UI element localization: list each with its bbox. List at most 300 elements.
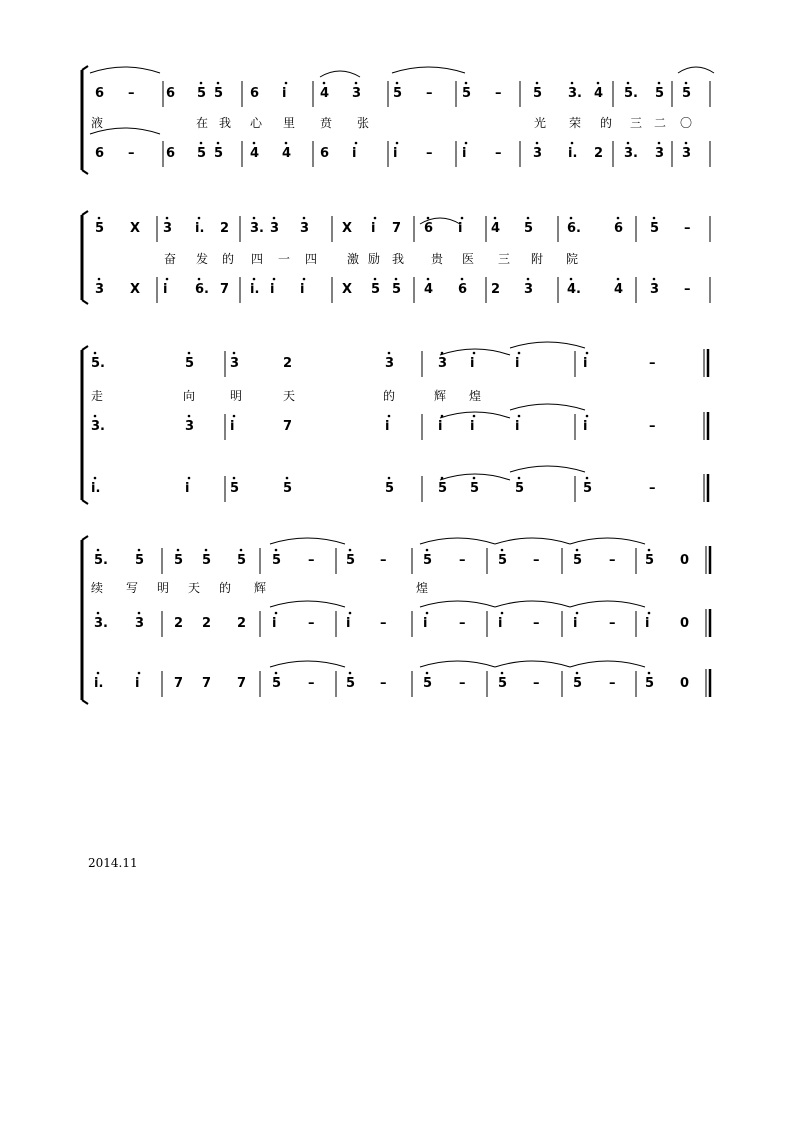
note: 2 [237, 616, 247, 631]
slur [270, 661, 345, 667]
octave-dot [653, 278, 656, 281]
lyric-char: 向 [183, 389, 196, 403]
note: – [380, 676, 387, 691]
octave-dot [138, 612, 141, 615]
note: 3 [650, 282, 660, 297]
octave-dot [617, 217, 620, 220]
lyric-char: 我 [392, 252, 405, 266]
note: i [583, 419, 588, 434]
note: – [684, 282, 691, 297]
note: 3. [568, 86, 582, 101]
note: 6 [458, 282, 468, 297]
note: 2 [202, 616, 212, 631]
lyric-char: 的 [383, 389, 396, 403]
note: – [649, 356, 656, 371]
note: 7 [283, 419, 293, 434]
lyric-char: 奋 [164, 252, 177, 266]
note: 5 [346, 553, 356, 568]
note: i [385, 419, 390, 434]
note: – [609, 616, 616, 631]
note: – [649, 419, 656, 434]
note: i [371, 221, 376, 236]
octave-dot [426, 672, 429, 675]
slur [440, 412, 510, 418]
note: X [130, 282, 141, 297]
octave-dot [188, 352, 191, 355]
octave-dot [570, 217, 573, 220]
slur [420, 538, 495, 544]
octave-dot [648, 612, 651, 615]
note: X [342, 282, 353, 297]
note: 3 [185, 419, 195, 434]
octave-dot [658, 142, 661, 145]
note: i [470, 356, 475, 371]
note: i [470, 419, 475, 434]
lyric-char: 明 [157, 581, 170, 595]
octave-dot [273, 217, 276, 220]
lyric-char: 四 [251, 252, 264, 266]
note: – [459, 676, 466, 691]
octave-dot [97, 612, 100, 615]
slur [510, 404, 585, 410]
slur [90, 67, 160, 73]
note: 5 [438, 481, 448, 496]
note: 5 [515, 481, 525, 496]
note: – [308, 676, 315, 691]
octave-dot [349, 612, 352, 615]
notes-and-lyrics [91, 82, 692, 691]
note: 4 [491, 221, 501, 236]
note: i [462, 146, 467, 161]
slur [440, 349, 510, 355]
note: 5 [95, 221, 105, 236]
octave-dot [441, 415, 444, 418]
note: 6 [95, 146, 105, 161]
note: 5 [283, 481, 293, 496]
bracket-hook [82, 66, 88, 70]
bracket-hook [82, 700, 88, 704]
note: 3 [95, 282, 105, 297]
octave-dot [396, 142, 399, 145]
lyric-char: 心 [250, 116, 263, 130]
note: 3 [163, 221, 173, 236]
octave-dot [94, 415, 97, 418]
lyric-char: 〇 [680, 116, 693, 130]
note: 3. [624, 146, 638, 161]
octave-dot [576, 612, 579, 615]
note: 3. [250, 221, 264, 236]
octave-dot [461, 278, 464, 281]
bracket-hook [82, 170, 88, 174]
note: 2 [220, 221, 230, 236]
note: i [423, 616, 428, 631]
note: 4 [250, 146, 260, 161]
note: 6. [195, 282, 209, 297]
note: 5 [524, 221, 534, 236]
lyric-char: 天 [283, 389, 296, 403]
octave-dot [303, 217, 306, 220]
octave-dot [527, 217, 530, 220]
note: 5. [91, 356, 105, 371]
octave-dot [253, 142, 256, 145]
octave-dot [441, 477, 444, 480]
lyric-char: 发 [196, 252, 209, 266]
note: 0 [680, 616, 690, 631]
note: X [342, 221, 353, 236]
bracket-hook [82, 500, 88, 504]
note: i [185, 481, 190, 496]
date-footer: 2014.11 [88, 856, 138, 870]
slur [420, 601, 495, 607]
note: 5 [385, 481, 395, 496]
note: 2 [174, 616, 184, 631]
lyric-char: 激 [347, 252, 360, 266]
slur [270, 538, 345, 544]
note: 4 [320, 86, 330, 101]
octave-dot [200, 142, 203, 145]
note: i [393, 146, 398, 161]
octave-dot [349, 672, 352, 675]
note: 3 [533, 146, 543, 161]
note: – [495, 86, 502, 101]
note: 2 [491, 282, 501, 297]
note: 4 [424, 282, 434, 297]
note: 5 [272, 553, 282, 568]
note: – [426, 146, 433, 161]
note: i [272, 616, 277, 631]
slur [440, 474, 510, 480]
lyric-char: 三 [630, 116, 643, 130]
octave-dot [627, 142, 630, 145]
bracket-hook [82, 211, 88, 215]
lyric-char: 煌 [416, 581, 429, 595]
octave-dot [275, 549, 278, 552]
note: 5 [645, 676, 655, 691]
slur [510, 466, 585, 472]
slur [392, 67, 465, 73]
note: 4 [282, 146, 292, 161]
note: 3 [300, 221, 310, 236]
octave-dot [473, 415, 476, 418]
octave-dot [658, 82, 661, 85]
lyric-char: 的 [222, 252, 235, 266]
note: – [609, 676, 616, 691]
octave-dot [536, 82, 539, 85]
note: 5 [214, 86, 224, 101]
lyric-char: 辉 [434, 389, 447, 403]
note: – [684, 221, 691, 236]
octave-dot [427, 217, 430, 220]
lyric-char: 续 [91, 581, 104, 595]
note: 5 [655, 86, 665, 101]
note: – [459, 616, 466, 631]
note: 5 [462, 86, 472, 101]
note: 7 [202, 676, 212, 691]
octave-dot [388, 415, 391, 418]
octave-dot [465, 82, 468, 85]
note: 3 [438, 356, 448, 371]
lyric-char: 明 [230, 389, 243, 403]
note: – [308, 553, 315, 568]
octave-dot [388, 477, 391, 480]
octave-dot [571, 142, 574, 145]
note: 3 [385, 356, 395, 371]
note: i. [195, 221, 205, 236]
octave-dot [98, 278, 101, 281]
note: i [352, 146, 357, 161]
slur [270, 601, 345, 607]
octave-dot [586, 415, 589, 418]
octave-dot [527, 278, 530, 281]
octave-dot [198, 278, 201, 281]
octave-dot [355, 82, 358, 85]
note: 5 [135, 553, 145, 568]
note: – [128, 86, 135, 101]
note: 5 [346, 676, 356, 691]
octave-dot [253, 278, 256, 281]
note: 5 [185, 356, 195, 371]
note: i. [94, 676, 104, 691]
octave-dot [233, 415, 236, 418]
octave-dot [233, 352, 236, 355]
note: 6 [166, 86, 176, 101]
octave-dot [388, 352, 391, 355]
note: 5 [498, 553, 508, 568]
note: 3 [352, 86, 362, 101]
lyric-char: 贵 [431, 252, 444, 266]
octave-dot [571, 82, 574, 85]
note: 5 [174, 553, 184, 568]
octave-dot [98, 217, 101, 220]
note: 5 [214, 146, 224, 161]
octave-dot [188, 415, 191, 418]
slur [570, 538, 645, 544]
note: – [308, 616, 315, 631]
octave-dot [138, 672, 141, 675]
slur [570, 661, 645, 667]
octave-dot [253, 217, 256, 220]
octave-dot [303, 278, 306, 281]
note: 5 [393, 86, 403, 101]
note: – [495, 146, 502, 161]
lyric-char: 二 [654, 116, 667, 130]
note: i [346, 616, 351, 631]
octave-dot [349, 549, 352, 552]
note: 5. [624, 86, 638, 101]
note: X [130, 221, 141, 236]
octave-dot [94, 477, 97, 480]
lyric-char: 四 [305, 252, 318, 266]
octave-dot [518, 477, 521, 480]
octave-dot [426, 612, 429, 615]
octave-dot [501, 672, 504, 675]
octave-dot [285, 142, 288, 145]
octave-dot [576, 549, 579, 552]
slur [678, 67, 714, 73]
note: 0 [680, 553, 690, 568]
note: – [533, 676, 540, 691]
note: i [573, 616, 578, 631]
slur [495, 538, 570, 544]
note: 5 [423, 553, 433, 568]
octave-dot [494, 217, 497, 220]
octave-dot [374, 278, 377, 281]
octave-dot [685, 82, 688, 85]
note: i [498, 616, 503, 631]
octave-dot [586, 477, 589, 480]
note: 6 [166, 146, 176, 161]
octave-dot [648, 672, 651, 675]
bracket-hook [82, 300, 88, 304]
bracket-hook [82, 536, 88, 540]
octave-dot [465, 142, 468, 145]
note: 5 [423, 676, 433, 691]
note: – [459, 553, 466, 568]
note: 5 [371, 282, 381, 297]
note: 5. [94, 553, 108, 568]
note: i [458, 221, 463, 236]
octave-dot [355, 142, 358, 145]
note: 0 [680, 676, 690, 691]
note: 3 [655, 146, 665, 161]
lyric-char: 附 [531, 252, 544, 266]
lyric-char: 煌 [469, 389, 482, 403]
octave-dot [188, 477, 191, 480]
note: i [163, 282, 168, 297]
octave-dot [198, 217, 201, 220]
note: 5 [682, 86, 692, 101]
note: 2 [283, 356, 293, 371]
octave-dot [374, 217, 377, 220]
note: 3 [524, 282, 534, 297]
octave-dot [597, 82, 600, 85]
note: – [609, 553, 616, 568]
octave-dot [653, 217, 656, 220]
octave-dot [576, 672, 579, 675]
octave-dot [426, 549, 429, 552]
note: i [135, 676, 140, 691]
note: i. [250, 282, 260, 297]
note: 5 [650, 221, 660, 236]
octave-dot [233, 477, 236, 480]
octave-dot [323, 82, 326, 85]
octave-dot [273, 278, 276, 281]
octave-dot [501, 549, 504, 552]
note: 6 [250, 86, 260, 101]
octave-dot [473, 477, 476, 480]
octave-dot [473, 352, 476, 355]
octave-dot [536, 142, 539, 145]
note: 6. [567, 221, 581, 236]
note: 7 [174, 676, 184, 691]
lyric-char: 荣 [569, 116, 582, 130]
note: 3 [230, 356, 240, 371]
slur [320, 71, 360, 77]
note: 4. [567, 282, 581, 297]
note: i [230, 419, 235, 434]
note: 7 [237, 676, 247, 691]
note: 5 [645, 553, 655, 568]
note: 5 [230, 481, 240, 496]
note: 5 [197, 86, 207, 101]
note: 5 [272, 676, 282, 691]
note: – [426, 86, 433, 101]
octave-dot [648, 549, 651, 552]
octave-dot [217, 82, 220, 85]
note: – [380, 553, 387, 568]
octave-dot [685, 142, 688, 145]
note: 5 [498, 676, 508, 691]
lyric-char: 的 [219, 581, 232, 595]
note: 5 [573, 676, 583, 691]
octave-dot [570, 278, 573, 281]
lyric-char: 光 [534, 116, 547, 130]
note: i [438, 419, 443, 434]
lyric-char: 三 [498, 252, 511, 266]
note: i [270, 282, 275, 297]
note: 6 [424, 221, 434, 236]
octave-dot [441, 352, 444, 355]
octave-dot [396, 82, 399, 85]
note: i [282, 86, 287, 101]
note: 7 [220, 282, 230, 297]
staff-lines-and-barlines [82, 66, 714, 704]
note: 3 [135, 616, 145, 631]
octave-dot [501, 612, 504, 615]
slur [510, 342, 585, 348]
note: i [300, 282, 305, 297]
octave-dot [97, 549, 100, 552]
note: 3. [94, 616, 108, 631]
octave-dot [518, 415, 521, 418]
lyric-char: 一 [278, 252, 291, 266]
octave-dot [275, 612, 278, 615]
note: i [583, 356, 588, 371]
note: i [515, 356, 520, 371]
lyric-char: 天 [188, 581, 201, 595]
lyric-char: 写 [126, 581, 139, 595]
note: 7 [392, 221, 402, 236]
note: 5 [197, 146, 207, 161]
octave-dot [138, 549, 141, 552]
note: 2 [594, 146, 604, 161]
lyric-char: 里 [283, 116, 296, 130]
note: 5 [392, 282, 402, 297]
note: 5 [202, 553, 212, 568]
note: 5 [583, 481, 593, 496]
note: – [128, 146, 135, 161]
note: 3. [91, 419, 105, 434]
note: 4 [594, 86, 604, 101]
octave-dot [177, 549, 180, 552]
note: 3 [682, 146, 692, 161]
slur [495, 601, 570, 607]
lyric-char: 液 [91, 116, 104, 130]
note: 5 [533, 86, 543, 101]
octave-dot [285, 82, 288, 85]
note: 6 [614, 221, 624, 236]
slur [420, 661, 495, 667]
note: 3 [270, 221, 280, 236]
octave-dot [275, 672, 278, 675]
note: 5 [573, 553, 583, 568]
octave-dot [395, 278, 398, 281]
lyric-char: 辉 [254, 581, 267, 595]
octave-dot [427, 278, 430, 281]
note: 6 [320, 146, 330, 161]
note: i [515, 419, 520, 434]
note: 4 [614, 282, 624, 297]
